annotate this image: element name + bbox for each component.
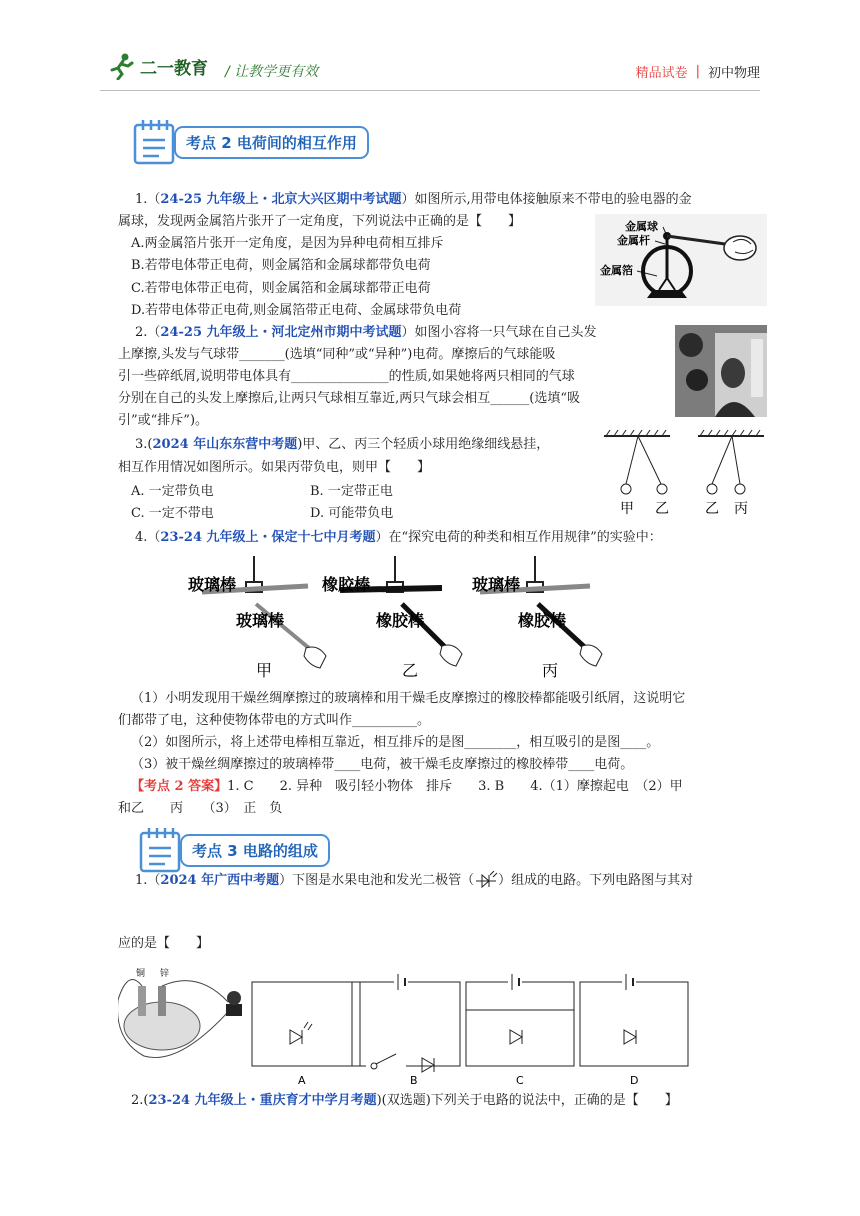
q3-option-b: B. 一定带正电: [310, 484, 393, 499]
answers-line2: 和乙 丙 （3） 正 负: [118, 801, 283, 816]
rod-top-label-jia: 玻璃棒: [188, 575, 237, 594]
q3-option-a: A. 一定带负电: [131, 484, 214, 499]
option-label-d: D: [630, 1074, 639, 1087]
answers-line1: 【考点 2 答案】1. C 2. 异种 吸引轻小物体 排斥 3. B 4.（1）摩擦起电 （2）甲: [131, 779, 683, 794]
q4-sub3: （3）被干燥丝绸摩擦过的玻璃棒带____电荷，被干燥毛皮摩擦过的橡胶棒带____电荷。: [131, 757, 634, 772]
q4-sub2: （2）如图所示，将上述带电棒相互靠近，相互排斥的是图________，相互吸引的是图____。: [131, 735, 660, 750]
label-metal-rod: 金属杆: [617, 234, 650, 247]
ball-label-bing: 丙: [734, 501, 748, 517]
notepad-icon: [138, 826, 184, 874]
q2-line5: 引”或“排斥”)。: [118, 413, 209, 428]
q1-line2: 属球，发现两金属箔片张开了一定角度，下列说法中正确的是【 】: [118, 214, 522, 229]
q3-line2: 相互作用情况如图所示。如果丙带负电，则甲【 】: [118, 460, 431, 475]
q1-option-a: A.两金属箔片张开一定角度，是因为异种电荷相互排斥: [131, 236, 444, 251]
s3q2-line1: 2.(23-24 九年级上・重庆育才中学月考题)(双选题)下列关于电路的说法中，正确的是【 】: [131, 1093, 678, 1108]
q1-line1: 1.（24-25 九年级上・北京大兴区期中考试题）如图所示,用带电体接触原来不带电的验电器的金: [135, 192, 692, 207]
option-label-a: A: [298, 1074, 306, 1087]
runner-logo-icon: [108, 52, 134, 80]
ball-label-jia: 甲: [620, 501, 634, 517]
logo-text: 二一教育: [140, 58, 208, 79]
section-title: 考点 3 电路的组成: [180, 834, 330, 867]
section-title: 考点 2 电荷间的相互作用: [174, 126, 369, 159]
header-divider: [100, 90, 760, 91]
section-heading-2: [132, 118, 369, 166]
rod-bottom-label-jia: 玻璃棒: [236, 611, 285, 630]
q4-line1: 4.（23-24 九年级上・保定十七中月考题）在“探究电荷的种类和相互作用规律”的实验中：: [135, 530, 662, 545]
ball-label-yi-2: 乙: [705, 501, 719, 517]
q2-line1: 2.（24-25 九年级上・河北定州市期中考试题）如图小容将一只气球在自己头发: [135, 325, 597, 340]
q3-option-c: C. 一定不带电: [131, 506, 214, 521]
q3-option-d: D. 可能带负电: [310, 506, 394, 521]
q1-option-c: C.若带电体带正电荷，则金属箔和金属球都带正电荷: [131, 281, 431, 296]
q1-option-b: B.若带电体带正电荷，则金属箔和金属球都带负电荷: [131, 258, 431, 273]
rod-bottom-label-yi: 橡胶棒: [376, 611, 425, 630]
fig-name-bing: 丙: [542, 661, 559, 680]
q2-line4: 分别在自己的头发上摩擦后,让两只气球相互靠近,两只气球会相互______(选填“吸: [118, 391, 580, 406]
tag-divider: |: [695, 64, 700, 79]
label-copper: 铜: [136, 969, 146, 979]
label-metal-ball: 金属球: [625, 220, 658, 233]
header-tags: [636, 62, 760, 81]
fig-name-yi: 乙: [402, 661, 419, 680]
notepad-icon: [132, 118, 178, 166]
s3q1-line2: 应的是【 】: [118, 936, 210, 951]
tag-subject: 初中物理: [707, 66, 760, 81]
slogan: / 让教学更有效: [225, 64, 319, 80]
option-label-c: C: [516, 1074, 524, 1087]
q1-source: 24-25 九年级上・北京大兴区期中考试题: [160, 192, 402, 207]
answers-tag: 【考点 2 答案】: [131, 779, 228, 794]
q1-option-d: D.若带电体带正电荷,则金属箔带正电荷、金属球带负电荷: [131, 303, 462, 318]
ball-label-yi: 乙: [655, 501, 669, 517]
q2-line3: 引一些碎纸屑,说明带电体具有_______________的性质,如果她将两只相同的气球: [118, 369, 575, 384]
q4-sub1-line1: （1）小明发现用干燥丝绸摩擦过的玻璃棒和用干燥毛皮摩擦过的橡胶棒都能吸引纸屑，这说明它: [131, 691, 686, 706]
balloon-photo: [675, 325, 767, 417]
section-heading-3: [138, 826, 330, 874]
hanging-balls-figure: [600, 428, 768, 522]
label-zinc: 锌: [160, 969, 170, 979]
rod-top-label-bing: 玻璃棒: [472, 575, 521, 594]
circuit-figure: [118, 960, 690, 1088]
q2-source: 24-25 九年级上・河北定州市期中考试题: [160, 325, 402, 340]
rod-bottom-label-bing: 橡胶棒: [518, 611, 567, 630]
q4-sub1-line2: 们都带了电，这种使物体带电的方式叫作__________。: [118, 713, 431, 728]
s3q1-line1: 1.（ 2024 年广西中考题 ）下图是水果电池和发光二极管（ ）组成的电路。下列电路图与其对: [135, 870, 693, 892]
s3q2-source: 23-24 九年级上・重庆育才中学月考题: [148, 1093, 377, 1108]
s3q1-source: 2024 年广西中考题: [160, 873, 280, 888]
option-label-b: B: [410, 1074, 418, 1087]
electroscope-figure: [595, 214, 767, 306]
q3-source: 2024 年山东东营中考题: [152, 437, 298, 452]
fig-name-jia: 甲: [256, 661, 273, 680]
label-metal-foil: 金属箔: [600, 264, 633, 277]
q2-line2: 上摩擦,头发与气球带_______(选填“同种”或“异种”)电荷。摩擦后的气球能吸: [118, 347, 556, 362]
q4-source: 23-24 九年级上・保定十七中月考题: [160, 530, 376, 545]
q3-line1: 3.(2024 年山东东营中考题)甲、乙、丙三个轻质小球用绝缘细线悬挂，: [135, 437, 550, 452]
rod-top-label-yi: 橡胶棒: [322, 575, 371, 594]
led-symbol-icon: [474, 871, 498, 891]
brand-logo: [108, 50, 208, 82]
rods-figure: [180, 556, 616, 684]
tag-premium: 精品试卷: [635, 66, 688, 81]
